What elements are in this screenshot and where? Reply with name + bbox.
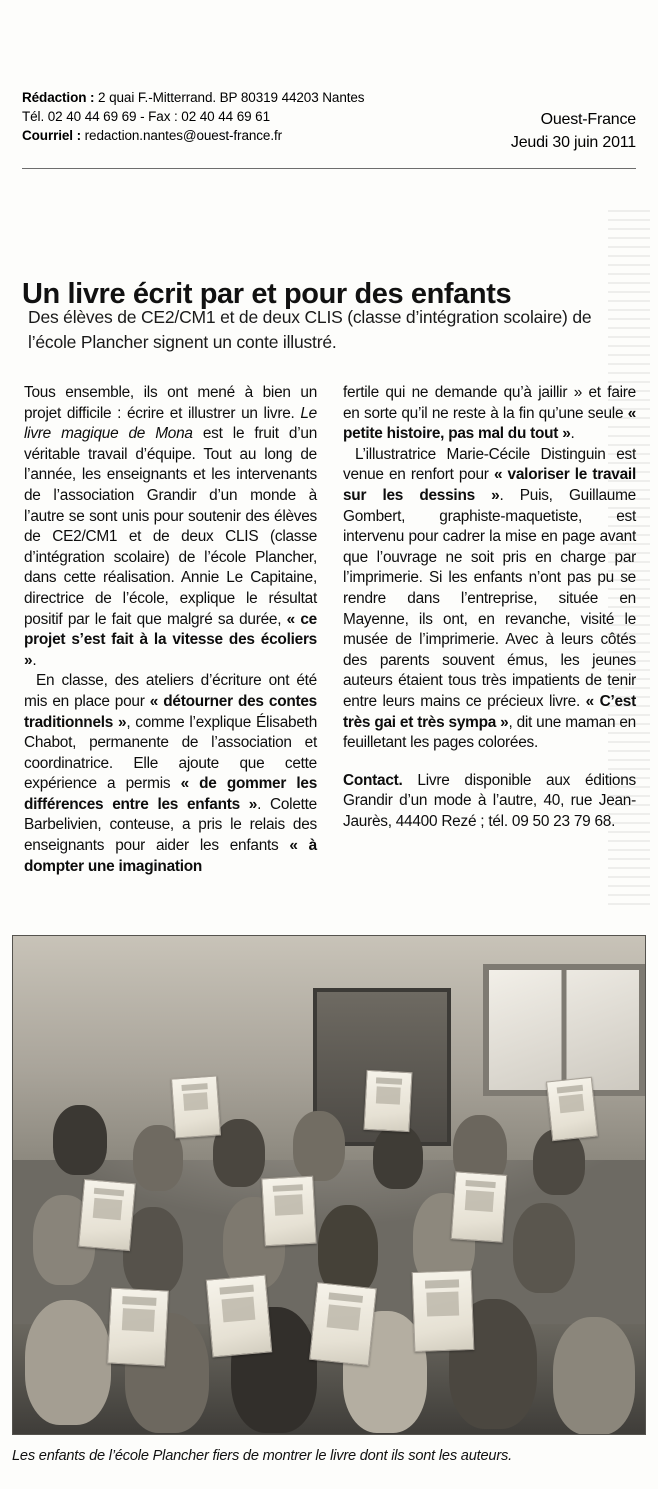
masthead-address-value: 2 quai F.-Mitterrand. BP 80319 44203 Nantes [94,90,365,105]
masthead-email-label: Courriel : [22,128,82,143]
masthead-phone-line [22,107,364,126]
publication-name: Ouest-France [540,111,636,128]
text-run: est le fruit d’un véritable travail d’équipe. Tout au long de l’année, les enseignants et les intervenants de l’association Grandir d’un monde à l’autre se sont unis pour soutenir des élèves de CE2/CM1 et de deux CLIS (classe d’intégration scolaire) de l’école Plancher, dans cette réalisation. Annie Le Capitaine, directrice de l’école, explique le résultat positif par le fait que malgré sa durée, [24,425,318,628]
masthead-phone-value: 02 40 44 69 69 - Fax : 02 40 44 69 61 [44,109,270,124]
masthead-phone-label: Tél. [22,109,45,124]
contact-label: Contact. [343,771,403,789]
article-body [24,383,636,877]
person [213,1119,265,1187]
text-run: , comme l’explique Élisabeth Chabot, permanente de l’association et coordinatrice. Elle ajoute que cette expérience a permis [24,713,318,793]
masthead-address-label: Rédaction : [22,90,95,105]
person [53,1105,107,1175]
photo-image [12,935,646,1435]
person [373,1125,423,1189]
contact-details: Livre disponible aux éditions Grandir d’un mode à l’autre, 40, rue Jean-Jaurès, 44400 Rezé ; tél. 09 50 23 79 68. [343,771,636,830]
text-run: . [570,425,575,443]
text-run: Tous ensemble, ils ont mené à bien un projet difficile : écrire et illustrer un livre. [24,384,317,422]
person [293,1111,345,1181]
paragraph [24,383,317,671]
contact-paragraph [343,771,636,833]
held-book [261,1176,316,1247]
photo-caption: Les enfants de l’école Plancher fiers de montrer le livre dont ils sont les auteurs. [12,1448,512,1464]
person [318,1205,378,1295]
article-standfirst: Des élèves de CE2/CM1 et de deux CLIS (classe d’intégration scolaire) de l’école Plancher signent un conte illustré. [28,307,592,352]
masthead-email-line [22,126,364,145]
quote-bold: « C’est très gai et très sympa » [343,692,636,731]
photo-window [483,964,645,1096]
article-column-2 [343,383,636,877]
held-book [78,1179,136,1251]
held-book [451,1172,508,1243]
held-book [412,1270,475,1352]
quote-bold: « petite histoire, pas mal du tout » [343,404,636,443]
masthead-publication-block [511,88,636,154]
person [513,1203,575,1293]
masthead-email-value: redaction.nantes@ouest-france.fr [81,128,283,143]
held-book [546,1077,598,1141]
person [25,1300,111,1425]
text-run: . Puis, Guillaume Gombert, graphiste-maquetiste, est intervenu pour cadrer la mise en page avant que l’ouvrage ne soit pris en charge par l’imprimerie. Si les enfants n’ont pas pu se rendre dans l’entreprise, située en Mayenne, ils ont, en revanche, visité le musée de l’imprimerie. Avec à leurs côtés des parents souvent émus, les jeunes auteurs étaient tous très impatients de tenir entre leurs mains ce précieux livre. [343,486,636,710]
masthead-address-line [22,88,364,107]
text-run: En classe, des ateliers d’écriture ont été mis en place pour [24,672,317,710]
text-run: L’illustratrice Marie-Cécile Distinguin est venue en renfort pour [343,445,636,484]
held-book [309,1282,377,1366]
held-book [171,1076,221,1139]
article-column-1 [24,383,317,877]
book-title-italic: Le livre magique de Mona [24,404,317,443]
held-book [363,1070,412,1132]
text-run: . Colette Barbelivien, conteuse, a pris le relais des enseignants pour aider les enfants [24,795,317,855]
quote-bold: « détourner des contes traditionnels » [24,692,317,731]
quote-bold: « valoriser le travail sur les dessins » [343,466,636,504]
held-book [206,1275,273,1358]
text-run: fertile qui ne demande qu’à jaillir » et faire en sorte qu’il ne reste à la fin qu’une seule [343,384,636,422]
article-photo [12,935,646,1435]
masthead-divider [22,168,636,169]
page-title: Un livre écrit par et pour des enfants [22,278,512,311]
masthead-contact-block [22,88,364,145]
paragraph [343,445,636,754]
publication-date: Jeudi 30 juin 2011 [510,134,636,151]
quote-bold: « ce projet s’est fait à la vitesse des écoliers » [24,610,317,669]
text-run: . [32,651,37,669]
text-run: , dit une maman en feuilletant les pages colorées. [343,713,636,752]
quote-bold: « de gommer les différences entre les enfants » [24,775,318,813]
paragraph [343,383,636,445]
photo-children-group [13,1085,645,1434]
person [553,1317,635,1435]
quote-bold: « à dompter une imagination [24,837,317,875]
masthead [22,88,636,154]
paragraph [24,671,317,877]
held-book [107,1288,169,1367]
